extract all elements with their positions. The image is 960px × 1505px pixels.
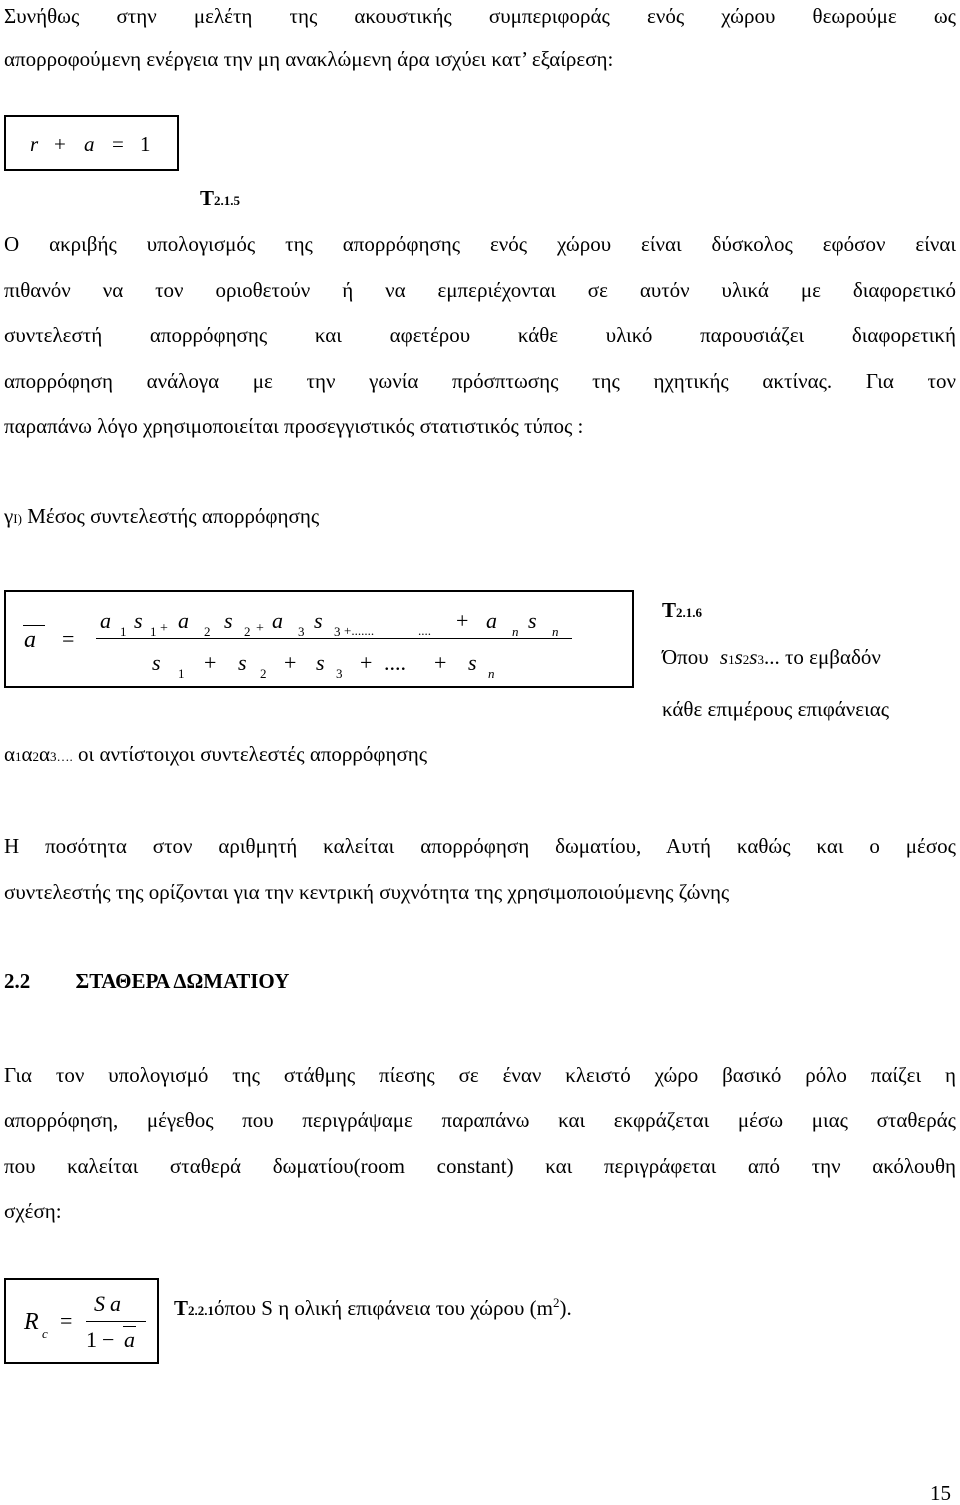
den-sn: s <box>468 650 477 675</box>
num-s1: s <box>134 608 143 633</box>
intro-line-2: απορροφούμενη ενέργεια την μη ανακλώμενη άρα ισχύει κατ’ εξαίρεση: <box>4 47 614 71</box>
para1-line-3: συντελεστή απορρόφησης και αφετέρου κάθε υλικό παρουσιάζει διαφορετική <box>4 323 956 347</box>
num-plus-3: +....... <box>344 623 375 638</box>
where-s1: s <box>719 645 729 669</box>
num-sn: s <box>528 608 537 633</box>
alpha-3-index: 3…. <box>50 749 73 764</box>
para2-line-2: συντελεστής της ορίζονται για την κεντρική συχνότητα της χρησιμοποιούμενης ζώνης <box>4 880 730 904</box>
eq2-tag <box>662 600 702 621</box>
alpha-1-index: 1 <box>15 749 22 764</box>
num-s1-index: 1 <box>150 624 157 639</box>
num-s3-index: 3 <box>334 624 341 639</box>
section-title: ΣΤΑΘΕΡΑ ΔΩΜΑΤΙΟΥ <box>75 969 290 993</box>
den-s3: s <box>316 650 325 675</box>
eq2-fraction-bar <box>96 638 572 639</box>
eq3-tail-end: ). <box>559 1296 572 1320</box>
den-plus-4: + <box>434 650 447 675</box>
item-g-sub: I) <box>13 511 22 526</box>
where-s3-index: 3 <box>757 652 764 667</box>
alpha-2-index: 2 <box>32 749 40 764</box>
where-prefix: Όπου <box>662 645 709 669</box>
eq1-one: 1 <box>140 132 151 156</box>
page-number: 15 <box>930 1481 951 1505</box>
para1-line-4: απορρόφηση ανάλογα με την γωνία πρόσπτωσης της ηχητικής ακτίνας. Για τον <box>4 369 956 393</box>
num-an: a <box>486 608 497 633</box>
num-a1: a <box>100 608 111 633</box>
num-plus-1: + <box>160 621 168 636</box>
equation-box-3 <box>4 1278 159 1364</box>
num-a2-index: 2 <box>204 624 211 639</box>
where-s2: s <box>734 645 743 669</box>
eq3-tail: όπου S η ολική επιφάνεια του χώρου (m <box>214 1296 553 1320</box>
den-s2: s <box>238 650 247 675</box>
where-s1-index: 1 <box>728 652 735 667</box>
num-an-index: n <box>512 624 519 639</box>
den-sn-index: n <box>488 666 495 681</box>
eq3-den-a-overline <box>123 1326 136 1327</box>
para3-line-1: Για τον υπολογισμό της στάθμης πίεσης σε έναν κλειστό χώρο βασικό ρόλο παίζει η <box>4 1063 956 1087</box>
eq3-den-minus: − <box>102 1327 115 1352</box>
num-s2: s <box>224 608 233 633</box>
eq1-a: a <box>84 132 95 156</box>
eq1-tag <box>200 188 240 209</box>
eq2-where-line-2: κάθε επιμέρους επιφάνειας <box>662 697 890 721</box>
num-a3: a <box>272 608 283 633</box>
num-dots: .... <box>418 623 431 638</box>
den-dots: .... <box>384 650 406 675</box>
eq3-den-1: 1 <box>86 1327 97 1352</box>
den-s2-index: 2 <box>260 666 267 681</box>
where-suffix: ... το εμβαδόν <box>763 645 881 669</box>
item-g <box>4 506 319 527</box>
alphas-text: οι αντίστοιχοι συντελεστές απορρόφησης <box>72 742 428 766</box>
num-s3: s <box>314 608 323 633</box>
eq3-equals: = <box>60 1308 73 1333</box>
section-heading <box>4 971 289 992</box>
den-s1-index: 1 <box>178 666 185 681</box>
num-a2: a <box>178 608 189 633</box>
alphas-line <box>4 744 427 765</box>
eq3-caption <box>174 1296 572 1319</box>
intro-line-1: Συνήθως στην μελέτη της ακουστικής συμπεριφοράς ενός χώρου θεωρούμε ως <box>4 4 956 28</box>
eq3-tag-letter: T <box>174 1296 189 1320</box>
den-s3-index: 3 <box>336 666 343 681</box>
para3-line-4: σχέση: <box>4 1199 62 1223</box>
para3-line-3: που καλείται σταθερά δωματίου(room constant) και περιγράφεται από την ακόλουθη <box>4 1154 956 1178</box>
eq2-equals: = <box>62 626 75 651</box>
para3-line-2: απορρόφηση, μέγεθος που περιγράψαμε παραπάνω και εκφράζεται μέσω μιας σταθεράς <box>4 1108 956 1132</box>
num-a3-index: 3 <box>298 624 305 639</box>
eq1-plus: + <box>54 132 66 156</box>
eq2-abar: a <box>24 627 36 653</box>
alpha-1: α <box>4 742 16 766</box>
eq3-c: c <box>42 1326 48 1341</box>
eq1-tag-letter: T <box>200 186 215 210</box>
alpha-2: α <box>21 742 33 766</box>
eq3-tag-number: 2.2.1 <box>188 1303 215 1318</box>
alpha-3: α <box>39 742 51 766</box>
para1-line-5: παραπάνω λόγο χρησιμοποιείται προσεγγιστικός στατιστικός τύπος : <box>4 414 584 438</box>
eq3-R: R <box>24 1309 39 1335</box>
num-plus-2: + <box>256 621 264 636</box>
den-plus-1: + <box>204 650 217 675</box>
eq3-num-a: a <box>110 1291 121 1316</box>
where-s3: s <box>749 645 758 669</box>
eq2-tag-letter: T <box>662 598 677 622</box>
section-number: 2.2 <box>4 969 31 993</box>
para2-line-1: Η ποσότητα στον αριθμητή καλείται απορρόφηση δωματίου, Αυτή καθώς και ο μέσος <box>4 834 956 858</box>
den-plus-3: + <box>360 650 373 675</box>
den-s1: s <box>152 650 161 675</box>
eq1-tag-number: 2.1.5 <box>214 193 241 208</box>
eq1-equals: = <box>112 132 124 156</box>
num-plus-n: + <box>456 608 469 633</box>
item-g-text: Μέσος συντελεστής απορρόφησης <box>21 504 320 528</box>
eq3-fraction-bar <box>86 1321 146 1322</box>
den-plus-2: + <box>284 650 297 675</box>
eq3-den-a: a <box>124 1327 135 1352</box>
num-s2-index: 2 <box>244 624 251 639</box>
eq3-tail-sup: 2 <box>552 1295 560 1310</box>
eq2-where <box>662 647 881 668</box>
eq3-num-S: S <box>94 1291 105 1316</box>
equation-box-2 <box>4 590 634 688</box>
para1-line-2: πιθανόν να τον οριοθετούν ή να εμπεριέχονται σε αυτόν υλικά με διαφορετικό <box>4 278 956 302</box>
abar-overline <box>23 625 45 626</box>
item-g-label: γ <box>4 504 14 528</box>
num-a1-index: 1 <box>120 624 127 639</box>
eq2-tag-number: 2.1.6 <box>676 605 703 620</box>
where-s2-index: 2 <box>742 652 750 667</box>
para1-line-1: Ο ακριβής υπολογισμός της απορρόφησης ενός χώρου είναι δύσκολος εφόσον είναι <box>4 232 956 256</box>
num-sn-index: n <box>552 624 559 639</box>
equation-box-1 <box>4 115 179 171</box>
eq1-r: r <box>30 132 39 156</box>
